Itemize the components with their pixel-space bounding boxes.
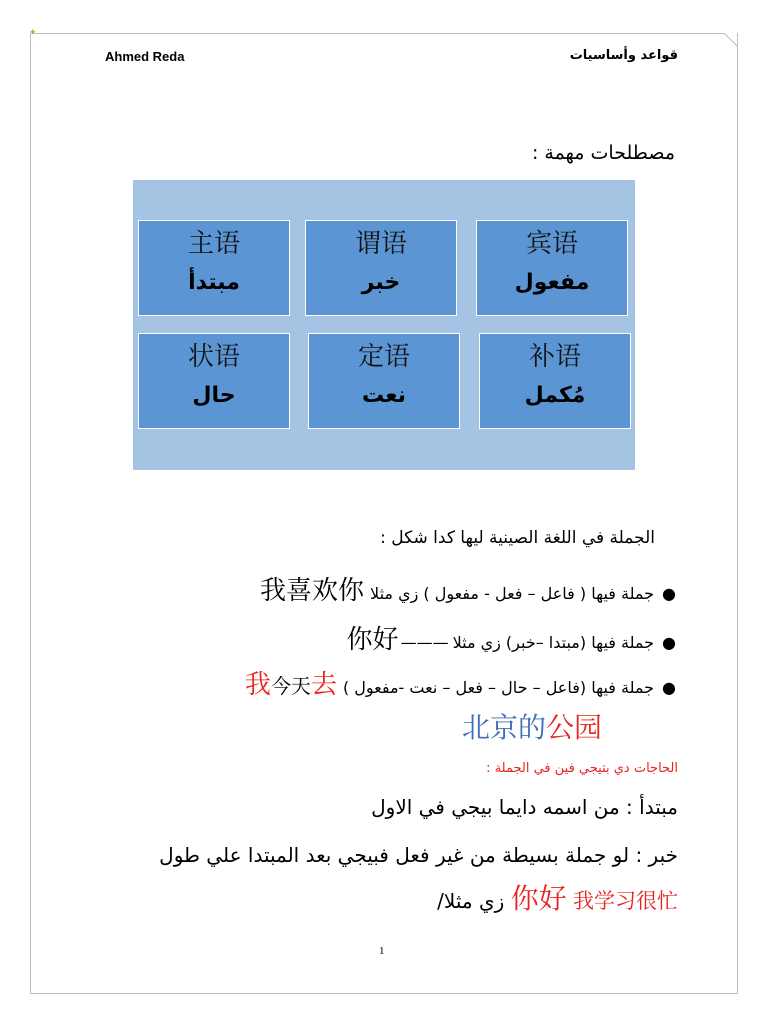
term-ar: خبر (361, 270, 401, 295)
term-zh: 宾语 (525, 229, 578, 259)
definition-subject: مبتدأ : من اسمه دايما بيجي في الاول (371, 795, 678, 819)
bullet-text: جملة فيها ( فاعل – فعل - مفعول ) زي مثلا (370, 584, 655, 603)
bullet-example-zh-red: 我 (244, 670, 271, 700)
term-cell-complement (479, 333, 631, 429)
example-zh-red: 我学习很忙 (573, 889, 678, 913)
bullet-example-zh: 今天 (270, 674, 311, 698)
bullet-icon: ● (662, 584, 676, 603)
term-zh: 主语 (187, 229, 240, 259)
bullet-example-zh-red: 去 (310, 670, 337, 700)
term-cell-predicate (305, 220, 457, 316)
terms-table (133, 180, 635, 470)
definition-predicate: خبر : لو جملة بسيطة من غير فعل فبيجي بعد المبتدا علي طول (159, 843, 678, 867)
example-phrase-blue: 北京的 (462, 711, 547, 744)
example-phrase-red: 公园 (546, 711, 603, 744)
term-ar: مبتدأ (188, 270, 240, 295)
term-zh: 补语 (528, 342, 581, 372)
term-ar: حال (192, 383, 236, 408)
bullet-icon: ● (662, 633, 676, 652)
term-cell-attribute (308, 333, 460, 429)
cursor-mark-icon: ✦ (29, 28, 37, 38)
structure-intro: الجملة في اللغة الصينية ليها كدا شكل : (380, 528, 655, 548)
bullet-icon: ● (662, 678, 676, 697)
term-zh: 定语 (357, 342, 410, 372)
term-ar: مُكمل (524, 383, 586, 408)
example-ar: زي مثلا/ (437, 889, 505, 913)
page-corner-fold (724, 33, 738, 47)
bullet-item (260, 570, 676, 607)
term-cell-subject (138, 220, 290, 316)
bullet-item (245, 664, 676, 701)
term-ar: نعت (362, 383, 406, 408)
term-zh: 状语 (187, 342, 240, 372)
example-zh-red: 你好 (510, 882, 567, 915)
example-phrase (462, 706, 602, 746)
positions-heading: الحاجات دي بتيجي فين في الجملة : (486, 761, 678, 776)
header-author: Ahmed Reda (105, 49, 185, 64)
bullet-text: جملة فيها (مبتدا –خبر) زي مثلا (452, 633, 655, 652)
terms-heading: مصطلحات مهمة : (531, 142, 675, 164)
bullet-example-zh: 我喜欢你 (260, 576, 365, 606)
bullet-example-zh: 你好 (346, 625, 399, 655)
term-ar: مفعول (514, 270, 590, 295)
page-number: 1 (379, 945, 385, 957)
header-title: قواعد وأساسيات (569, 48, 678, 63)
bullet-text: جملة فيها (فاعل – حال – فعل – نعت -مفعول ) (342, 678, 655, 697)
bullet-dash: ——— (400, 633, 449, 652)
term-cell-adverbial (138, 333, 290, 429)
bullet-item (347, 619, 676, 656)
term-cell-object (476, 220, 628, 316)
term-zh: 谓语 (354, 229, 407, 259)
definition-example (437, 877, 678, 917)
